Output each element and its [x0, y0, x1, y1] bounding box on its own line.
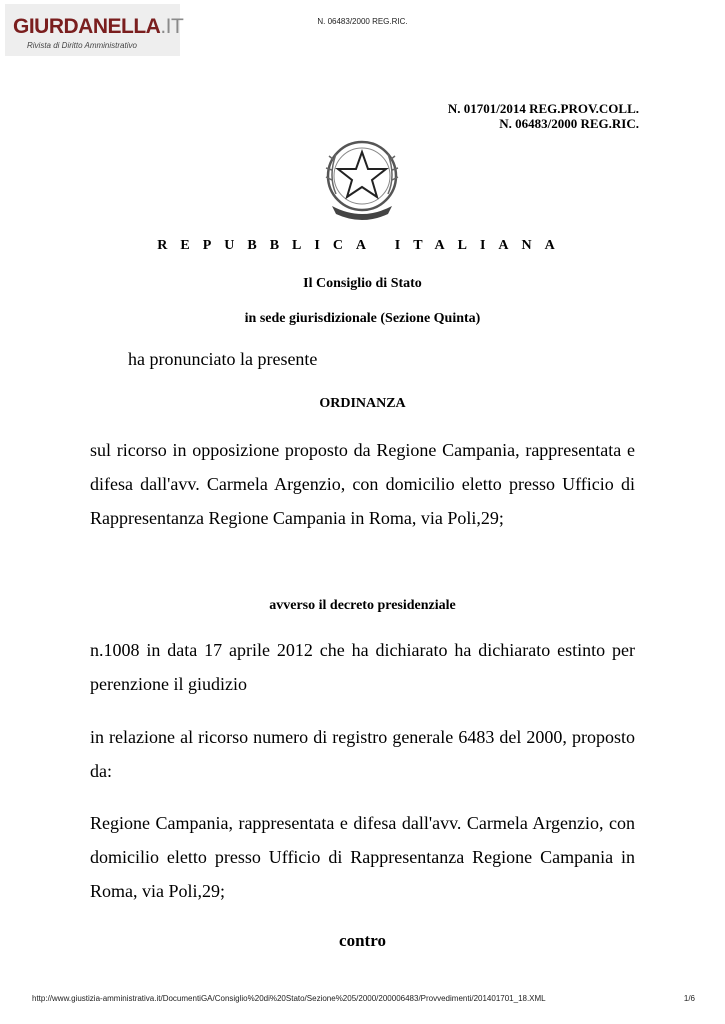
- footer-url: http://www.giustizia-amministrativa.it/DocumentiGA/Consiglio%20di%20Stato/Sezione%205/2000/200006483/Provvedimenti/201401701_18.XML: [32, 994, 546, 1003]
- registry-numbers: [448, 101, 639, 131]
- logo-title: GIURDANELLA.IT: [13, 15, 184, 38]
- page-number: 1/6: [683, 994, 695, 1003]
- appeal-paragraph: sul ricorso in opposizione proposto da Regione Campania, rappresentata e difesa dall'avv. Carmela Argenzio, con domicilio eletto presso Ufficio di Rappresentanza Regione Campania in Roma, via Poli,29;: [90, 440, 635, 528]
- reg-prov-coll: N. 01701/2014 REG.PROV.COLL.: [447, 101, 639, 116]
- reg-ric: N. 06483/2000 REG.RIC.: [499, 116, 639, 131]
- contro-heading: contro: [339, 931, 386, 950]
- avverso-heading: avverso il decreto presidenziale: [269, 598, 456, 613]
- decree-paragraph: n.1008 in data 17 aprile 2012 che ha dichiarato ha dichiarato estinto per perenzione il giudizio: [90, 640, 635, 694]
- logo-suffix: .IT: [160, 15, 184, 38]
- italian-emblem-icon: [322, 136, 402, 226]
- relation-paragraph: in relazione al ricorso numero di registro generale 6483 del 2000, proposto da:: [90, 727, 635, 781]
- ordinanza-heading: ORDINANZA: [319, 396, 406, 411]
- site-logo: [5, 4, 184, 56]
- pronounced-line: ha pronunciato la presente: [128, 349, 318, 369]
- section-heading: in sede giurisdizionale (Sezione Quinta): [244, 311, 481, 326]
- logo-tagline: Rivista di Diritto Amministrativo: [27, 41, 137, 50]
- council-heading: Il Consiglio di Stato: [303, 276, 422, 291]
- running-header: N. 06483/2000 REG.RIC.: [317, 17, 408, 26]
- republic-heading: REPUBBLICA ITALIANA: [157, 238, 568, 253]
- party-paragraph: Regione Campania, rappresentata e difesa dall'avv. Carmela Argenzio, con domicilio eletto presso Ufficio di Rappresentanza Regione Campania in Roma, via Poli,29;: [90, 813, 635, 901]
